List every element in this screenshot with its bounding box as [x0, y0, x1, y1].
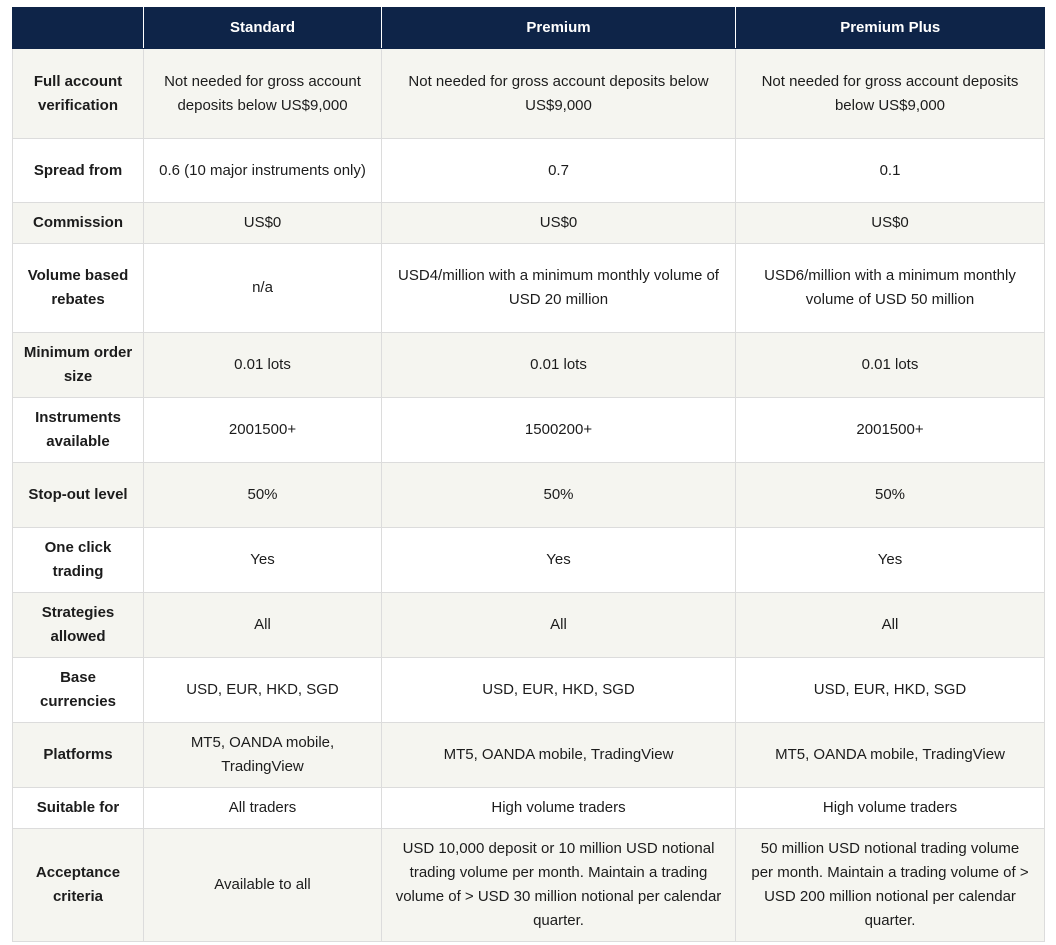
header-standard: Standard: [144, 7, 382, 49]
cell-standard: All: [144, 593, 382, 658]
table-row: [13, 244, 1045, 333]
cell-premium: Yes: [382, 528, 736, 593]
cell-premium: 0.01 lots: [382, 333, 736, 398]
cell-premium-plus: 0.1: [736, 139, 1045, 203]
cell-premium: Not needed for gross account deposits below US$9,000: [382, 49, 736, 139]
cell-premium-plus: US$0: [736, 203, 1045, 244]
table-row: [13, 528, 1045, 593]
cell-premium: 0.7: [382, 139, 736, 203]
cell-premium-plus: All: [736, 593, 1045, 658]
cell-premium: USD, EUR, HKD, SGD: [382, 658, 736, 723]
cell-standard: Not needed for gross account deposits below US$9,000: [144, 49, 382, 139]
table-header-row: [13, 7, 1045, 49]
table-row: [13, 788, 1045, 829]
cell-standard: Yes: [144, 528, 382, 593]
cell-premium-plus: MT5, OANDA mobile, TradingView: [736, 723, 1045, 788]
cell-standard: 0.6 (10 major instruments only): [144, 139, 382, 203]
cell-standard: Available to all: [144, 829, 382, 942]
cell-standard: US$0: [144, 203, 382, 244]
row-label: Minimum order size: [13, 333, 144, 398]
row-label: Instruments available: [13, 398, 144, 463]
row-label: One click trading: [13, 528, 144, 593]
cell-standard: n/a: [144, 244, 382, 333]
cell-premium-plus: 0.01 lots: [736, 333, 1045, 398]
row-label: Commission: [13, 203, 144, 244]
cell-premium: USD 10,000 deposit or 10 million USD notional trading volume per month. Maintain a trading volume of > USD 30 million notional per calendar quarter.: [382, 829, 736, 942]
row-label: Strategies allowed: [13, 593, 144, 658]
table-row: [13, 203, 1045, 244]
cell-standard: All traders: [144, 788, 382, 829]
cell-standard: 2001500+: [144, 398, 382, 463]
table-row: [13, 398, 1045, 463]
cell-premium-plus: High volume traders: [736, 788, 1045, 829]
cell-premium-plus: Not needed for gross account deposits below US$9,000: [736, 49, 1045, 139]
cell-premium: MT5, OANDA mobile, TradingView: [382, 723, 736, 788]
table-row: [13, 829, 1045, 942]
table-row: [13, 49, 1045, 139]
cell-standard: MT5, OANDA mobile, TradingView: [144, 723, 382, 788]
table-row: [13, 658, 1045, 723]
header-premium-plus: Premium Plus: [736, 7, 1045, 49]
comparison-container: [12, 7, 1044, 942]
cell-premium-plus: Yes: [736, 528, 1045, 593]
header-empty-cell: [13, 7, 144, 49]
cell-premium: 50%: [382, 463, 736, 528]
row-label: Base currencies: [13, 658, 144, 723]
cell-premium: High volume traders: [382, 788, 736, 829]
account-comparison-table: [12, 7, 1045, 942]
cell-standard: 50%: [144, 463, 382, 528]
header-premium: Premium: [382, 7, 736, 49]
cell-premium: US$0: [382, 203, 736, 244]
cell-standard: USD, EUR, HKD, SGD: [144, 658, 382, 723]
cell-premium-plus: 2001500+: [736, 398, 1045, 463]
row-label: Platforms: [13, 723, 144, 788]
row-label: Volume based rebates: [13, 244, 144, 333]
row-label: Full account verification: [13, 49, 144, 139]
cell-premium: USD4/million with a minimum monthly volume of USD 20 million: [382, 244, 736, 333]
cell-premium-plus: 50%: [736, 463, 1045, 528]
cell-standard: 0.01 lots: [144, 333, 382, 398]
cell-premium-plus: USD, EUR, HKD, SGD: [736, 658, 1045, 723]
table-row: [13, 463, 1045, 528]
table-row: [13, 139, 1045, 203]
cell-premium: All: [382, 593, 736, 658]
row-label: Acceptance criteria: [13, 829, 144, 942]
table-row: [13, 593, 1045, 658]
cell-premium: 1500200+: [382, 398, 736, 463]
table-row: [13, 333, 1045, 398]
row-label: Suitable for: [13, 788, 144, 829]
cell-premium-plus: USD6/million with a minimum monthly volume of USD 50 million: [736, 244, 1045, 333]
row-label: Stop-out level: [13, 463, 144, 528]
row-label: Spread from: [13, 139, 144, 203]
cell-premium-plus: 50 million USD notional trading volume per month. Maintain a trading volume of > USD 200 million notional per calendar quarter.: [736, 829, 1045, 942]
table-row: [13, 723, 1045, 788]
